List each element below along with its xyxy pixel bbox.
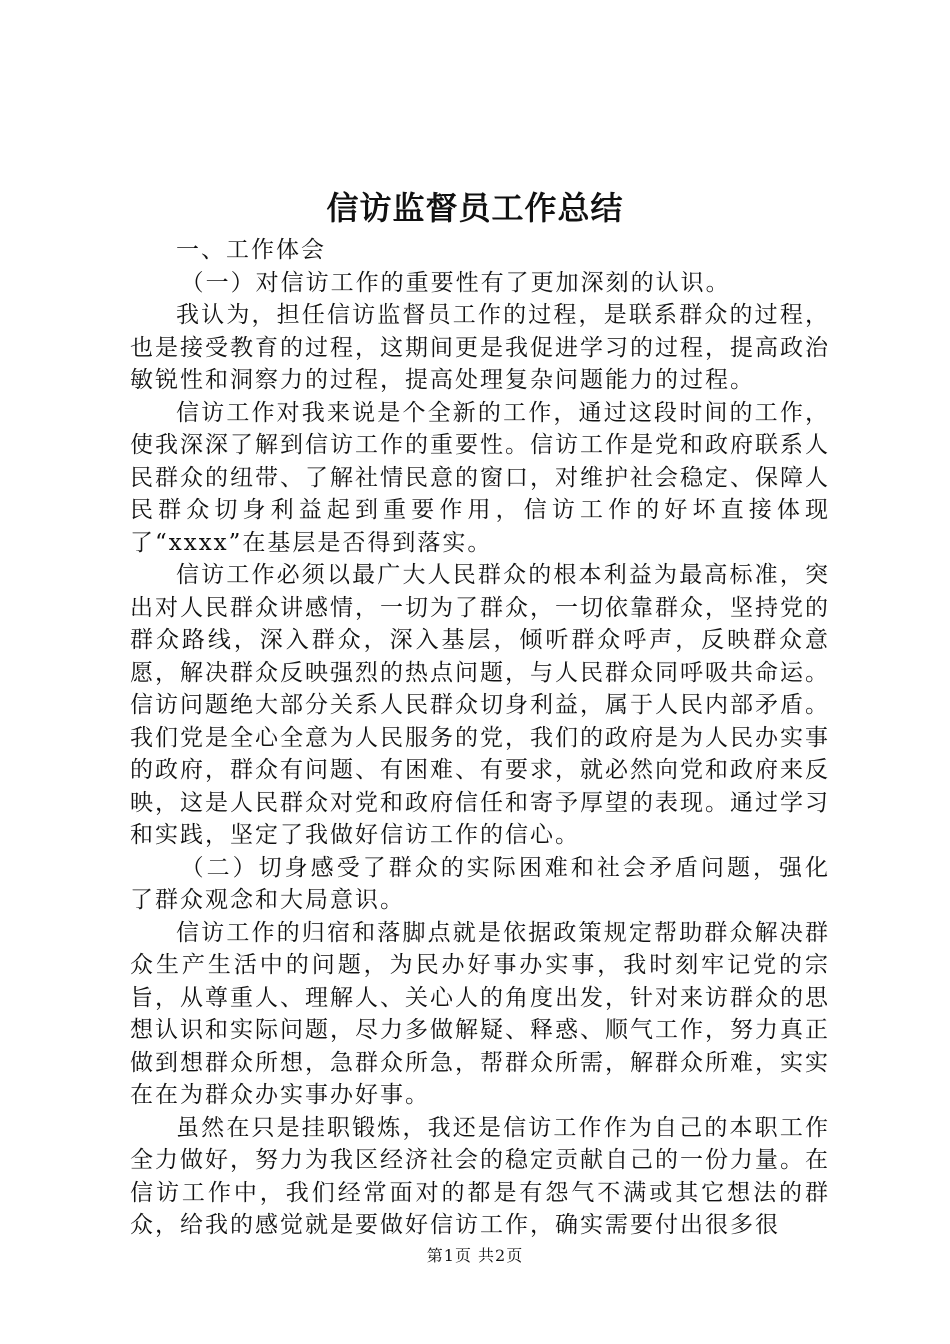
section-heading: 一、工作体会 xyxy=(176,237,326,263)
document-title: 信访监督员工作总结 xyxy=(326,189,624,227)
page-footer: 第1页 共2页 xyxy=(426,1246,524,1265)
paragraph: 信访工作必须以最广大人民群众的根本利益为最高标准，突出对人民群众讲感情，一切为了群众，一切依靠群众，坚持党的群众路线，深入群众，深入基层，倾听群众呼声，反映群众意愿，解决群众反映强烈的热点问题，与人民群众同呼吸共命运。信访问题绝大部分关系人民群众切身利益，属于人民内部矛盾。我们党是全心全意为人民服务的党，我们的政府是为人民办实事的政府，群众有问题、有困难、有要求，就必然向党和政府来反映，这是人民群众对党和政府信任和寄予厚望的表现。通过学习和实践，坚定了我做好信访工作的信心。 xyxy=(130,562,830,848)
subsection-heading: （二）切身感受了群众的实际困难和社会矛盾问题，强化了群众观念和大局意识。 xyxy=(130,854,830,913)
paragraph: 虽然在只是挂职锻炼，我还是信访工作作为自己的本职工作全力做好，努力为我区经济社会的稳定贡献自己的一份力量。在信访工作中，我们经常面对的都是有怨气不满或其它想法的群众，给我的感觉就是要做好信访工作，确实需要付出很多很 xyxy=(130,1114,830,1238)
paragraph: 信访工作的归宿和落脚点就是依据政策规定帮助群众解决群众生产生活中的问题，为民办好事办实事，我时刻牢记党的宗旨，从尊重人、理解人、关心人的角度出发，针对来访群众的思想认识和实际问题，尽力多做解疑、释惑、顺气工作，努力真正做到想群众所想，急群众所急，帮群众所需，解群众所难，实实在在为群众办实事办好事。 xyxy=(130,919,830,1108)
subsection-heading: （一）对信访工作的重要性有了更加深刻的认识。 xyxy=(180,269,731,296)
paragraph: 我认为，担任信访监督员工作的过程，是联系群众的过程，也是接受教育的过程，这期间更是我促进学习的过程，提高政治敏锐性和洞察力的过程，提高处理复杂问题能力的过程。 xyxy=(130,302,830,393)
document-body xyxy=(130,234,830,1242)
paragraph: 信访工作对我来说是个全新的工作，通过这段时间的工作，使我深深了解到信访工作的重要性。信访工作是党和政府联系人民群众的纽带、了解社情民意的窗口，对维护社会稳定、保障人民群众切身利益起到重要作用，信访工作的好坏直接体现了“xxxx”在基层是否得到落实。 xyxy=(130,399,830,556)
